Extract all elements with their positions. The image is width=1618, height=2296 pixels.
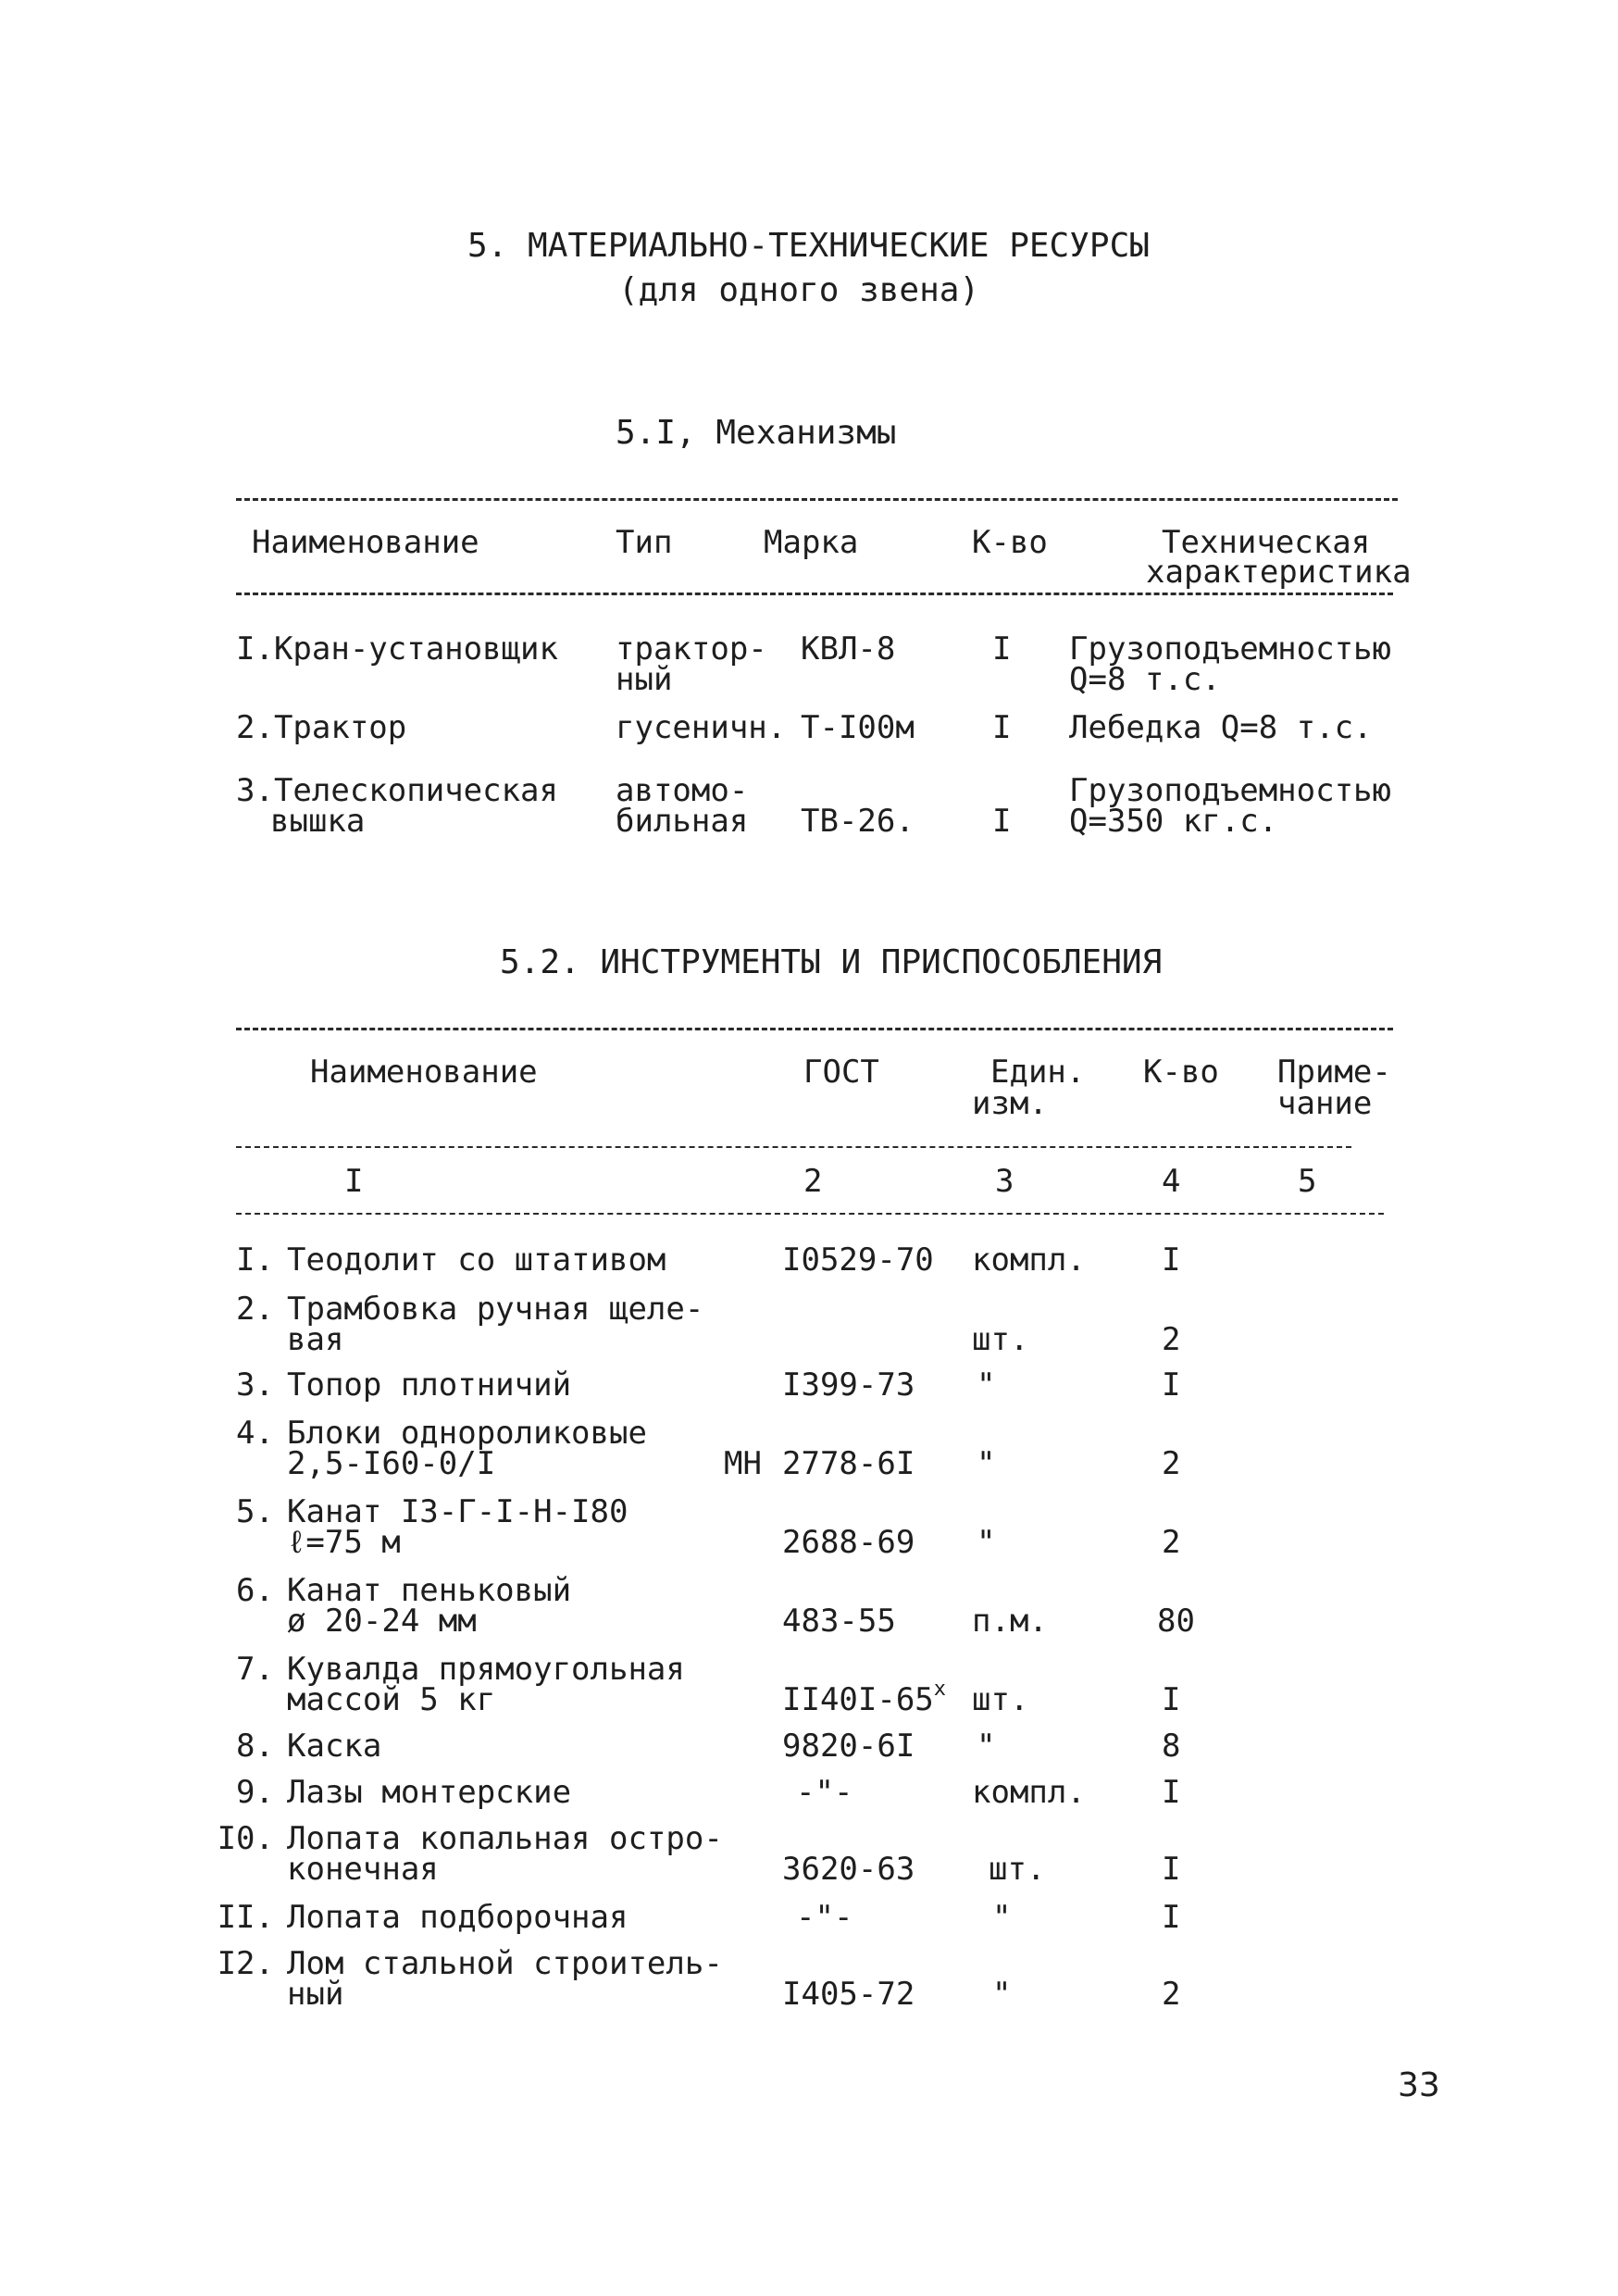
row-unit: " [992, 1899, 1012, 1936]
row-qty: 2 [1162, 1976, 1181, 2013]
row-type: автомо- [616, 772, 749, 809]
table-rule-numbers [236, 1213, 1384, 1215]
header-spec: Техническая [1162, 524, 1371, 561]
row-name-line2: конечная [287, 1851, 439, 1888]
header-brand: Марка [764, 524, 859, 561]
row-name: 3.Телескопическая [236, 772, 558, 809]
row-spec: Лебедка Q=8 т.с. [1069, 709, 1373, 746]
column-number: 5 [1298, 1163, 1317, 1200]
row-spec-line2: Q=350 кг.с. [1069, 803, 1278, 840]
row-number: I0. [217, 1820, 274, 1857]
section-heading-mechanisms: 5.I, Механизмы [616, 414, 897, 452]
page-number: 33 [1398, 2066, 1440, 2104]
header-unit: Един. [990, 1054, 1086, 1091]
row-unit: " [977, 1366, 996, 1404]
row-name-line2: 2,5-I60-0/I [287, 1445, 496, 1482]
row-type-line2: бильная [616, 803, 749, 840]
header-note-line2: чание [1277, 1085, 1373, 1122]
row-spec-line2: Q=8 т.с. [1069, 661, 1221, 698]
header-name: Наименование [252, 524, 479, 561]
row-unit: шт. [989, 1851, 1046, 1888]
row-name: 2.Трактор [236, 709, 407, 746]
row-gost-number: II40I-65 [782, 1681, 934, 1718]
row-number: 6. [236, 1572, 274, 1609]
row-qty: 80 [1157, 1603, 1195, 1640]
row-type-line2: ный [616, 661, 673, 698]
row-unit: компл. [972, 1774, 1086, 1811]
row-gost [782, 1678, 947, 1719]
row-name: Лопата копальная остро- [287, 1820, 723, 1857]
row-number: 2. [236, 1291, 274, 1328]
row-unit: " [977, 1445, 996, 1482]
row-gost: 9820-6I [782, 1728, 915, 1765]
row-qty: I [992, 630, 1012, 668]
document-title: 5. МАТЕРИАЛЬНО-ТЕХНИЧЕСКИЕ РЕСУРСЫ [467, 227, 1150, 265]
row-unit: " [977, 1524, 996, 1561]
row-name: Канат пеньковый [287, 1572, 572, 1609]
row-spec: Грузоподъемностью [1069, 772, 1391, 809]
header-spec-line2: характеристика [1146, 554, 1412, 591]
header-gost: ГОСТ [803, 1054, 879, 1091]
document-subtitle: (для одного звена) [618, 271, 980, 309]
column-number: 4 [1162, 1163, 1181, 1200]
header-type: Тип [616, 524, 673, 561]
row-name: Канат I3-Г-I-Н-I80 [287, 1493, 629, 1530]
row-qty: 2 [1162, 1524, 1181, 1561]
row-name: Каска [287, 1728, 382, 1765]
table-rule-header [236, 593, 1393, 595]
row-name-line2: ø 20-24 мм [287, 1603, 477, 1640]
row-qty: I [1162, 1242, 1181, 1279]
row-type: трактор- [616, 630, 767, 668]
row-brand: КВЛ-8 [801, 630, 896, 668]
section-heading-tools: 5.2. ИНСТРУМЕНТЫ И ПРИСПОСОБЛЕНИЯ [500, 943, 1163, 981]
row-name-line2: вая [287, 1321, 344, 1358]
column-number: 2 [803, 1163, 823, 1200]
row-qty: I [1162, 1774, 1181, 1811]
row-type: гусеничн. [616, 709, 787, 746]
row-qty: I [1162, 1366, 1181, 1404]
row-name-line2: массой 5 кг [287, 1681, 496, 1718]
row-number: 7. [236, 1651, 274, 1688]
row-gost: -"- [796, 1774, 853, 1811]
row-number: 3. [236, 1366, 274, 1404]
row-name-line2: ный [287, 1976, 344, 2013]
row-name: Топор плотничий [287, 1366, 572, 1404]
row-unit: шт. [972, 1321, 1029, 1358]
row-gost: I399-73 [782, 1366, 915, 1404]
row-gost-superscript: х [933, 1678, 947, 1701]
row-name-line2: вышка [270, 803, 366, 840]
row-unit: компл. [972, 1242, 1086, 1279]
row-number: 8. [236, 1728, 274, 1765]
row-number: 5. [236, 1493, 274, 1530]
row-qty: I [1162, 1899, 1181, 1936]
row-name: I.Кран-установщик [236, 630, 558, 668]
row-gost: I0529-70 [782, 1242, 934, 1279]
row-gost: 483-55 [782, 1603, 896, 1640]
row-name: Лом стальной строитель- [287, 1945, 723, 1982]
row-gost-prefix: МН [724, 1445, 762, 1482]
row-name: Лазы монтерские [287, 1774, 572, 1811]
row-name: Кувалда прямоугольная [287, 1651, 685, 1688]
row-qty: I [992, 803, 1012, 840]
header-name: Наименование [310, 1054, 538, 1091]
row-unit: " [992, 1976, 1012, 2013]
table-rule-top [236, 498, 1398, 501]
row-unit: п.м. [972, 1603, 1048, 1640]
row-gost: 2778-6I [782, 1445, 915, 1482]
row-name-line2: ℓ=75 м [287, 1524, 401, 1561]
row-number: I. [236, 1242, 274, 1279]
row-gost: -"- [796, 1899, 853, 1936]
row-gost: 2688-69 [782, 1524, 915, 1561]
table-rule-top [236, 1028, 1393, 1030]
row-qty: I [992, 709, 1012, 746]
header-note: Приме- [1277, 1054, 1391, 1091]
row-qty: I [1162, 1681, 1181, 1718]
row-name: Трамбовка ручная щеле- [287, 1291, 704, 1328]
row-qty: 8 [1162, 1728, 1181, 1765]
row-number: 9. [236, 1774, 274, 1811]
row-unit: шт. [972, 1681, 1029, 1718]
column-number: 3 [995, 1163, 1014, 1200]
header-qty: К-во [1143, 1054, 1219, 1091]
row-name: Теодолит со штативом [287, 1242, 666, 1279]
row-gost: I405-72 [782, 1976, 915, 2013]
row-unit: " [977, 1728, 996, 1765]
row-spec: Грузоподъемностью [1069, 630, 1391, 668]
row-number: I2. [217, 1945, 274, 1982]
header-unit-line2: изм. [972, 1085, 1048, 1122]
row-name: Блоки однороликовые [287, 1415, 647, 1452]
row-gost: 3620-63 [782, 1851, 915, 1888]
column-number: I [344, 1163, 364, 1200]
table-rule-header [236, 1146, 1351, 1148]
row-number: II. [217, 1899, 274, 1936]
row-qty: I [1162, 1851, 1181, 1888]
row-brand: ТВ-26. [801, 803, 915, 840]
header-qty: К-во [972, 524, 1048, 561]
row-name: Лопата подборочная [287, 1899, 629, 1936]
row-brand: Т-I00м [801, 709, 915, 746]
row-number: 4. [236, 1415, 274, 1452]
row-qty: 2 [1162, 1445, 1181, 1482]
row-qty: 2 [1162, 1321, 1181, 1358]
